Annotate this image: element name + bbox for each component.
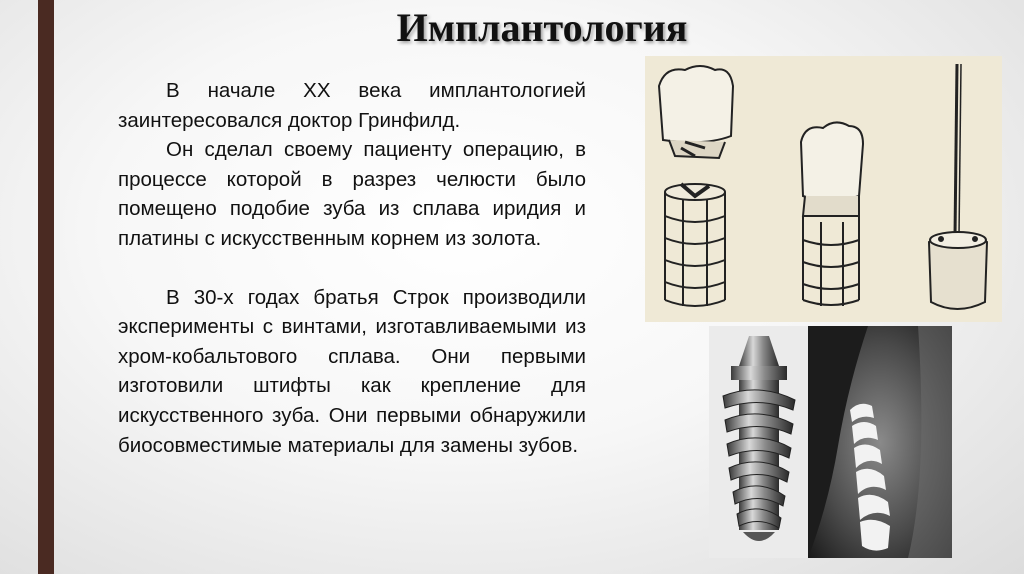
jaw-xray-image	[808, 326, 952, 558]
greenfield-implant-drawing	[645, 56, 1002, 322]
crown-2	[801, 122, 863, 201]
paragraph-greenfield-intro: В начале XX века имплантологией заинтересовался доктор Гринфилд.	[118, 79, 586, 132]
slide-accent-bar	[38, 0, 54, 574]
slide-body-text	[118, 76, 586, 460]
paragraph-greenfield-operation: Он сделал своему пациенту операцию, в процессе которой в разрез челюсти было помещено подобие зуба из сплава иридия и платины с искусственным корнем из золота.	[118, 138, 586, 250]
slide-title: Имплантология	[396, 5, 688, 50]
screw-implant-svg	[709, 326, 808, 558]
paragraph-strock-brothers: В 30-х годах братья Строк производили эксперименты с винтами, изготавливаемыми из хром-кобальтового сплава. Они первыми изготовили штифты как крепление для искусственного зуба. Они первыми обнаружили биосовместимые материалы для замены зубов.	[118, 285, 586, 457]
crown-1	[659, 66, 733, 142]
screw-head	[739, 336, 779, 366]
xray-svg	[808, 326, 952, 558]
implant-rod	[955, 64, 957, 236]
greenfield-implant-svg	[645, 56, 1002, 322]
strock-screw-implant-photo	[709, 326, 808, 558]
